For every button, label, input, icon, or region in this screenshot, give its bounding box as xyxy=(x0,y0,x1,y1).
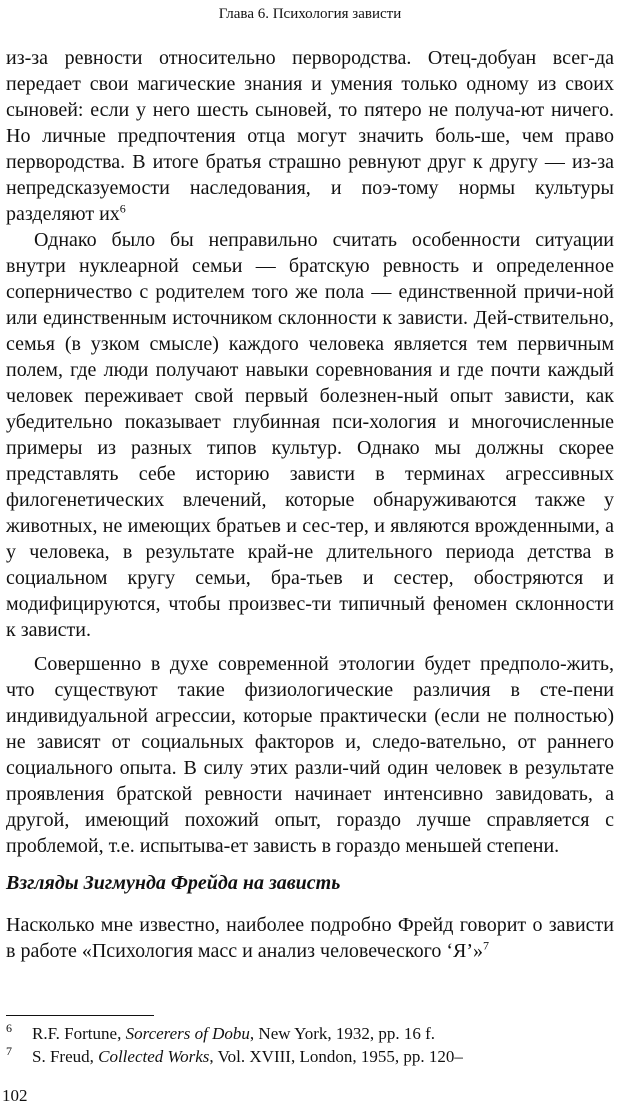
section-paragraph xyxy=(6,912,614,964)
footnote-text xyxy=(32,1045,463,1068)
running-head: Глава 6. Психология зависти xyxy=(218,6,402,22)
footnote-6 xyxy=(6,1022,614,1045)
footnote-divider xyxy=(6,1015,154,1016)
footnote-7 xyxy=(6,1045,614,1068)
section-title: Взгляды Зигмунда Фрейда на зависть xyxy=(6,872,341,894)
footnote-details: , New York, 1932, pp. 16 f. xyxy=(249,1024,436,1043)
footnote-author: R.F. Fortune, xyxy=(32,1024,126,1043)
body-text xyxy=(6,45,614,859)
footnote-details: , Vol. XVIII, London, 1955, pp. 120– xyxy=(209,1047,463,1066)
footnote-ref-6[interactable]: 6 xyxy=(119,201,126,216)
page-number: 102 xyxy=(2,1086,28,1105)
paragraph-2: Однако было бы неправильно считать особенности ситуации внутри нуклеарной семьи — братскую ревность и определенное соперничество с родителем того же пола — единственной причи-ной или единственным источником склонности к зависти. Дей-ствительно, семья (в узком смысле) каждого человека является тем первичным полем, где люди получают навыки соревнования и где почти каждый человек переживает свой первый болезнен-ный опыт зависти, как убедительно показывает глубинная пси-хология и многочисленные примеры из разных типов культур. Однако мы должны скорее представлять себе историю зависти в терминах агрессивных филогенетических влечений, которые обнаруживаются также у животных, не имеющих братьев и сес-тер, и являются врожденными, а у человека, в результате край-не длительного периода детства в социальном кругу семьи, бра-тьев и сестер, обостряются и модифицируются, чтобы произвес-ти типичный феномен склонности к зависти. xyxy=(6,229,614,641)
paragraph-3: Совершенно в духе современной этологии будет предполо-жить, что существуют такие физиологические различия в сте-пени индивидуальной агрессии, которые практически (если не полностью) не зависят от социальных факторов и, следо-вательно, от раннего социального опыта. В силу этих разли-чий один человек в результате проявления братской ревности начинает интенсивно завидовать, а другой, имеющий похожий опыт, гораздо лучше справляется с проблемой, т.е. испытыва-ет зависть в гораздо меньшей степени. xyxy=(6,653,614,857)
footnotes xyxy=(6,1022,614,1068)
footnote-work-title: Sorcerers of Dobu xyxy=(125,1024,250,1043)
footnote-ref-7[interactable]: 7 xyxy=(483,938,490,953)
footnote-number: 6 xyxy=(6,1021,12,1035)
footnote-number: 7 xyxy=(6,1044,12,1058)
section-text xyxy=(6,912,614,964)
paragraph-1 xyxy=(6,45,614,227)
footnote-work-title: Collected Works xyxy=(98,1047,210,1066)
footnote-text xyxy=(32,1022,435,1045)
footnote-author: S. Freud, xyxy=(32,1047,99,1066)
paragraph-1-text: из-за ревности относительно первородства. Отец-добуан всег-да передает свои магические знания и умения только одному из своих сыновей: если у него шесть сыновей, то пятеро не получа-ют ничего. Но личные предпочтения отца могут значить боль-ше, чем право первородства. В итоге братья страшно ревнуют друг к другу — из-за непредсказуемости наследования, и поэ-тому нормы культуры разделяют их xyxy=(6,47,614,225)
section-paragraph-text: Насколько мне известно, наиболее подробно Фрейд говорит о зависти в работе «Психология масс и анализ человеческого ‘Я’» xyxy=(6,914,614,962)
